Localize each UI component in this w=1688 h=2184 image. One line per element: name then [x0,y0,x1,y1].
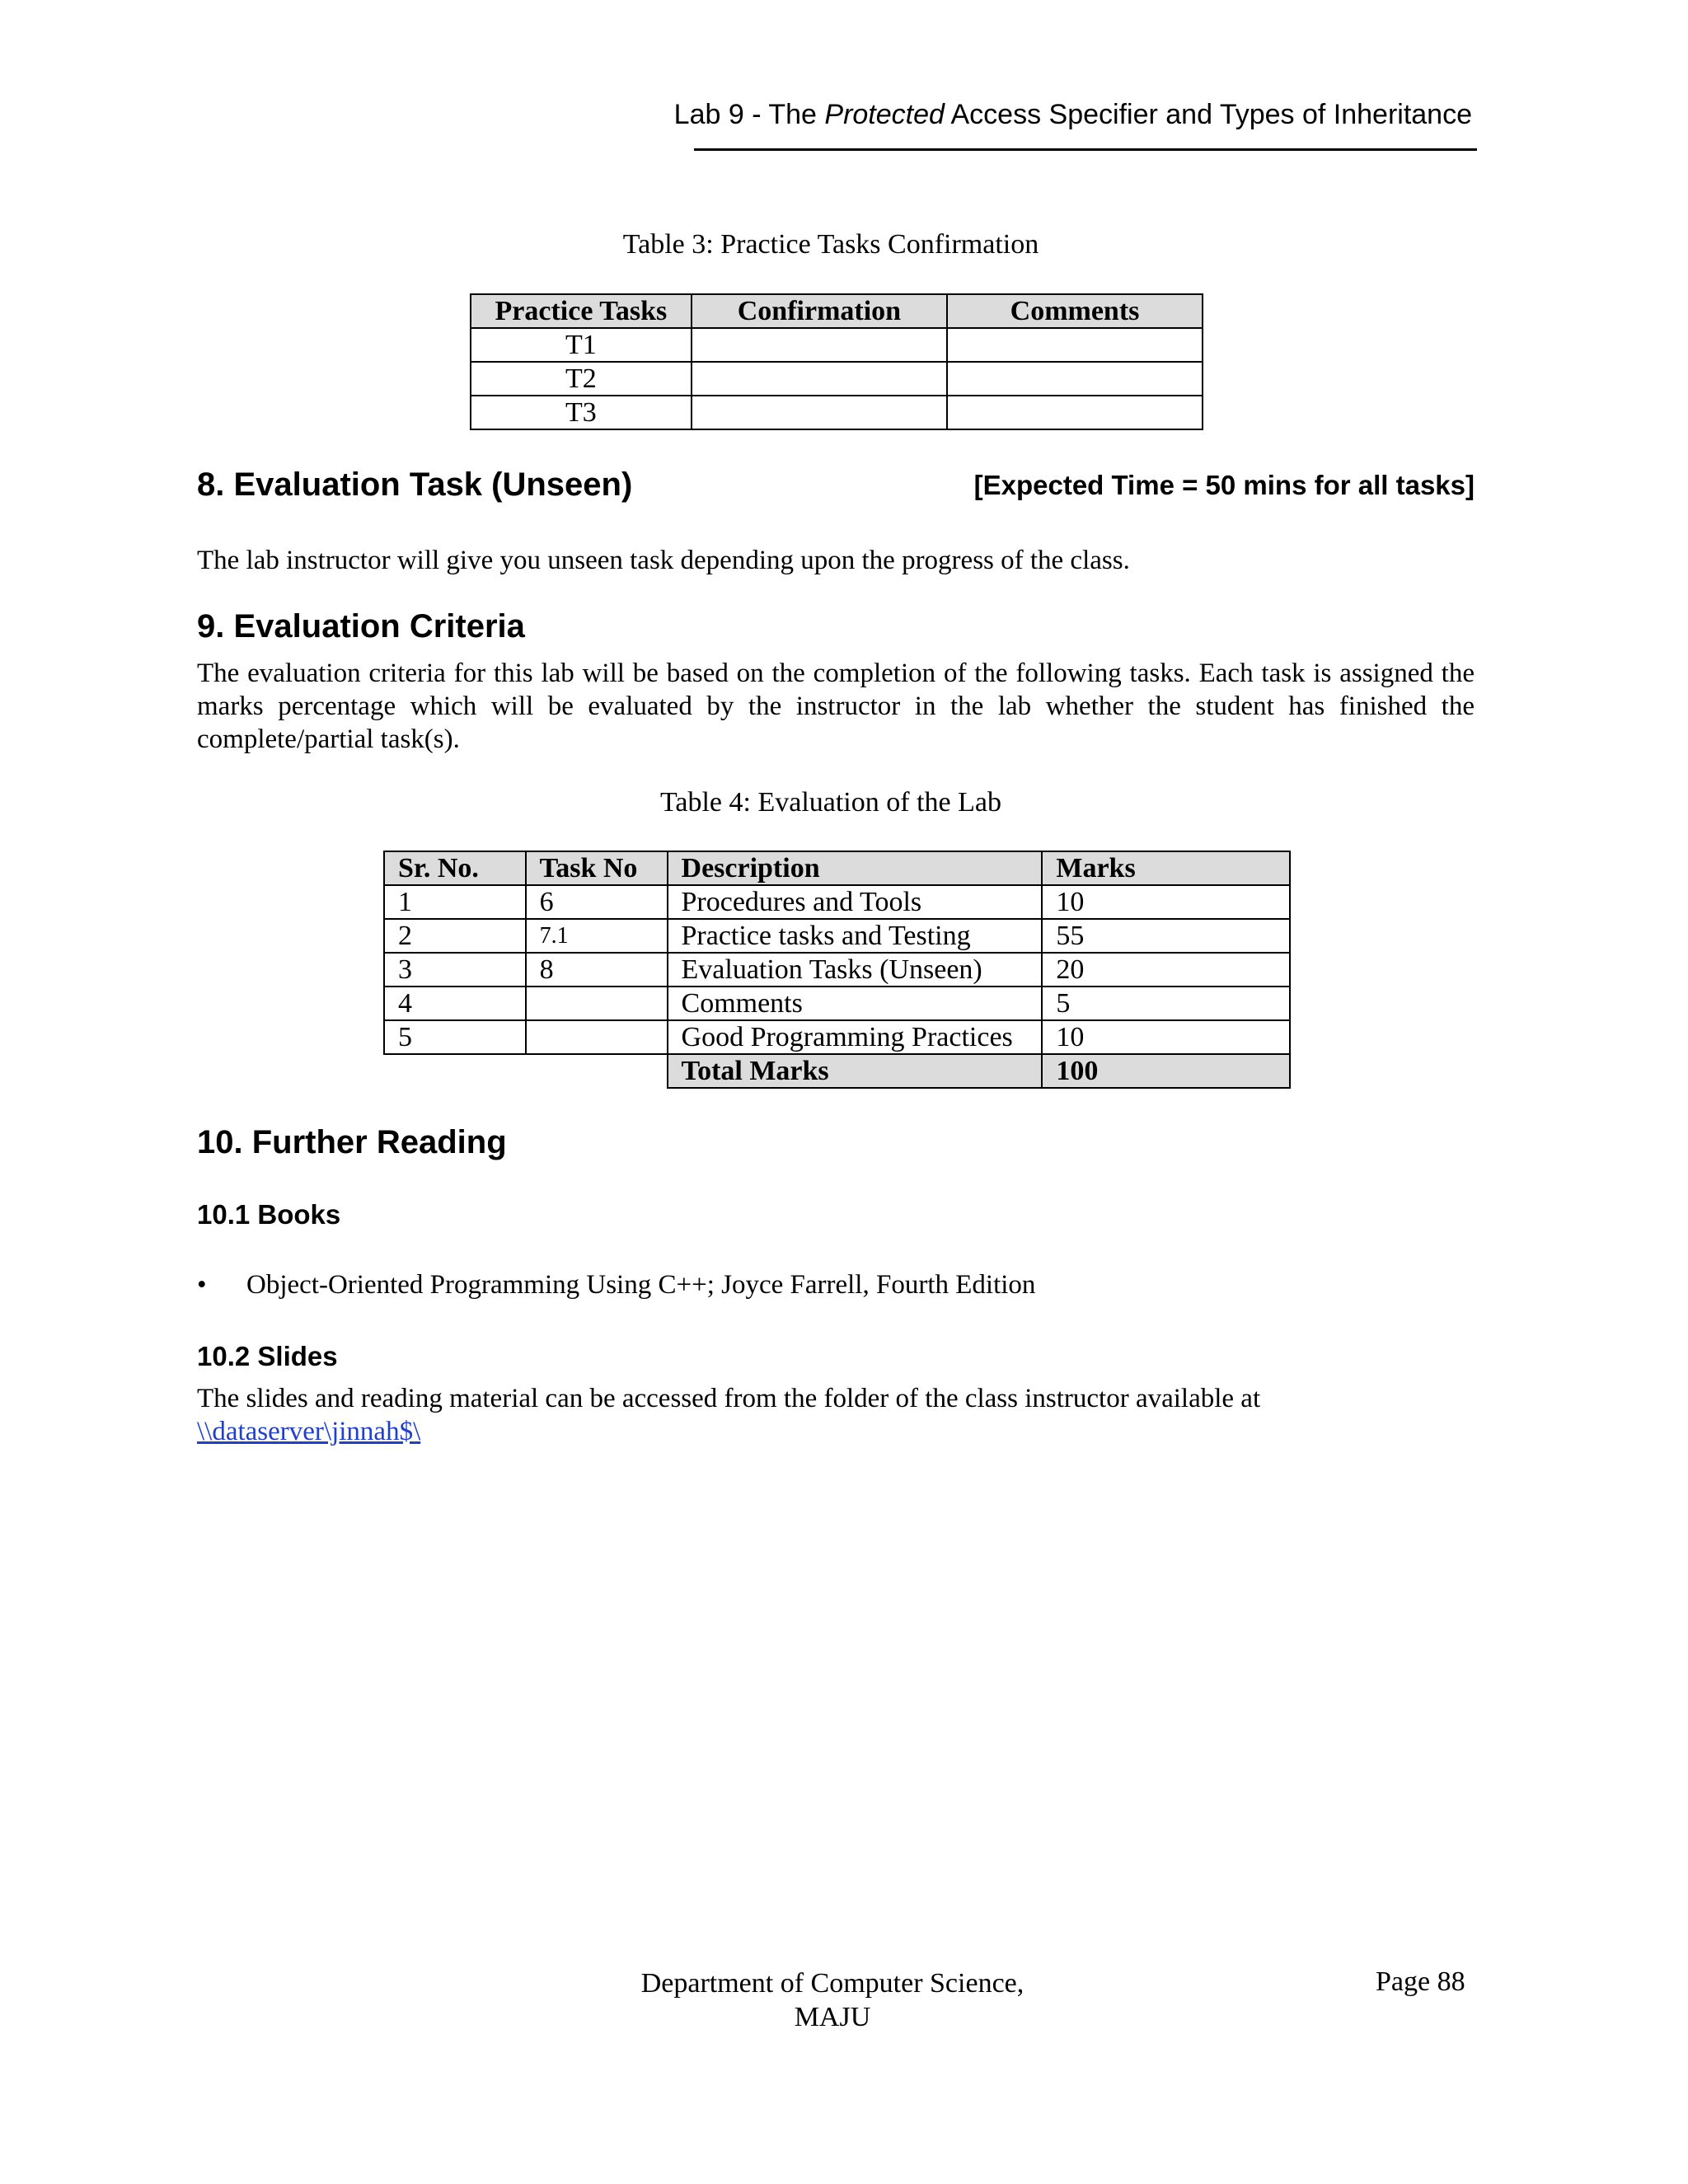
evaluation-table [383,851,1291,1089]
slides-heading: 10.2 Slides [197,1341,338,1371]
dataserver-link[interactable]: \\dataserver\jinnah$\ [197,1417,421,1446]
books-heading: 10.1 Books [197,1199,341,1230]
table-row [384,953,1290,987]
table-cell: Evaluation Tasks (Unseen) [668,953,1043,987]
table-cell: 8 [526,953,668,987]
table-cell [526,1020,668,1054]
table-row [471,328,1203,362]
bullet-icon: • [197,1270,207,1300]
column-header: Practice Tasks [471,294,692,328]
table-cell: T3 [471,396,692,429]
page-number: Page 88 [1376,1966,1465,1997]
header-prefix: Lab 9 - The [673,99,825,130]
table-cell [692,396,947,429]
table-header-row [384,851,1290,885]
column-header: Task No [526,851,668,885]
table-cell: 6 [526,885,668,919]
table-row [384,1020,1290,1054]
column-header: Comments [947,294,1203,328]
section-10-heading: 10. Further Reading [197,1124,507,1160]
footer-line-1: Department of Computer Science, [640,1968,1025,1999]
table-cell [947,396,1203,429]
table-header-row [471,294,1203,328]
table-cell: 10 [1042,885,1290,919]
slides-text-block [197,1382,1475,1448]
slides-text: The slides and reading material can be accessed from the folder of the class instructor available at [197,1384,1261,1413]
expected-time-note: [Expected Time = 50 mins for all tasks] [973,470,1475,500]
table-cell [526,987,668,1020]
total-label: Total Marks [668,1054,1043,1088]
table-row [384,885,1290,919]
table-cell: 3 [384,953,526,987]
column-header: Description [668,851,1043,885]
footer-line-2: MAJU [794,2002,871,2032]
table-cell: 2 [384,919,526,953]
table-cell: Practice tasks and Testing [668,919,1043,953]
column-header: Confirmation [692,294,947,328]
total-row [384,1054,1290,1088]
table-cell: 4 [384,987,526,1020]
table-cell [692,328,947,362]
section-8-heading: 8. Evaluation Task (Unseen) [197,466,633,503]
table-cell: 5 [1042,987,1290,1020]
table-row [471,362,1203,396]
book-title: Object-Oriented Programming Using C++; Joyce Farrell, Fourth Edition [246,1270,1036,1300]
table-cell: 55 [1042,919,1290,953]
table-cell: Good Programming Practices [668,1020,1043,1054]
table-cell: T1 [471,328,692,362]
table-cell [692,362,947,396]
empty-cell [384,1054,526,1088]
table-cell: 10 [1042,1020,1290,1054]
table-cell: T2 [471,362,692,396]
column-header: Sr. No. [384,851,526,885]
table-cell: 5 [384,1020,526,1054]
table-cell: Procedures and Tools [668,885,1043,919]
table-cell [947,328,1203,362]
table-cell [947,362,1203,396]
footer-department [577,1966,1088,2034]
table-cell: 1 [384,885,526,919]
book-list-item [197,1270,1036,1301]
total-value: 100 [1042,1054,1290,1088]
section-9-text: The evaluation criteria for this lab will be based on the completion of the following tasks. Each task is assigned the marks percentage which will be evaluated by the instructor in the lab whether the student has finished the complete/partial task(s). [197,658,1475,754]
running-header-text [674,99,1472,131]
section-9-heading: 9. Evaluation Criteria [197,608,525,644]
empty-cell [526,1054,668,1088]
header-italic-word: Protected [824,99,945,130]
table-row [384,919,1290,953]
section-8-text: The lab instructor will give you unseen task depending upon the progress of the class. [197,546,1130,575]
table-row [471,396,1203,429]
table3-caption: Table 3: Practice Tasks Confirmation [622,229,1039,260]
column-header: Marks [1042,851,1290,885]
table4-caption: Table 4: Evaluation of the Lab [660,787,1001,818]
table-cell: Comments [668,987,1043,1020]
header-suffix: Access Specifier and Types of Inheritance [944,99,1472,130]
table-row [384,987,1290,1020]
table-cell: 7.1 [526,919,668,953]
practice-tasks-table [470,293,1203,430]
table-cell: 20 [1042,953,1290,987]
running-header [673,97,1477,151]
